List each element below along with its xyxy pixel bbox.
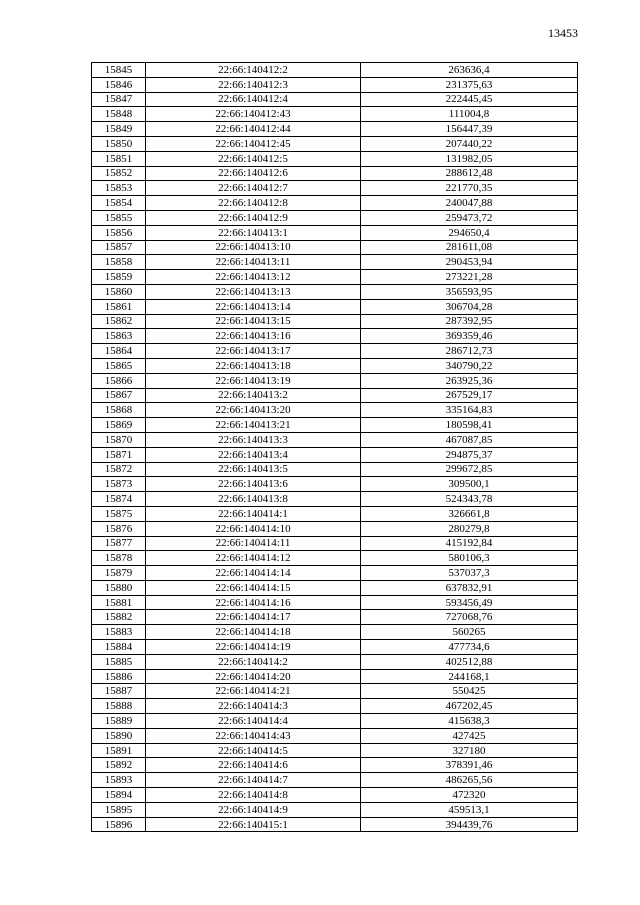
row-number-cell: 15861 [92,299,146,314]
cadastral-number-cell: 22:66:140413:5 [146,462,361,477]
cadastral-number-cell: 22:66:140412:4 [146,92,361,107]
cadastral-value-cell: 477734,6 [361,640,578,655]
row-number-cell: 15876 [92,521,146,536]
row-number-cell: 15883 [92,625,146,640]
cadastral-value-cell: 156447,39 [361,122,578,137]
table-row [92,388,578,403]
cadastral-number-cell: 22:66:140414:43 [146,728,361,743]
row-number-cell: 15846 [92,77,146,92]
cadastral-value-cell: 467202,45 [361,699,578,714]
table-row [92,521,578,536]
table-row [92,580,578,595]
cadastral-value-cell: 326661,8 [361,506,578,521]
table-row [92,640,578,655]
cadastral-value-cell: 294650,4 [361,225,578,240]
cadastral-value-table-container [91,62,577,832]
row-number-cell: 15880 [92,580,146,595]
row-number-cell: 15867 [92,388,146,403]
cadastral-number-cell: 22:66:140413:19 [146,373,361,388]
cadastral-number-cell: 22:66:140414:8 [146,788,361,803]
table-row [92,299,578,314]
cadastral-value-cell: 180598,41 [361,418,578,433]
row-number-cell: 15878 [92,551,146,566]
row-number-cell: 15859 [92,270,146,285]
table-row [92,728,578,743]
cadastral-number-cell: 22:66:140414:15 [146,580,361,595]
table-row [92,270,578,285]
table-row [92,714,578,729]
row-number-cell: 15866 [92,373,146,388]
cadastral-value-cell: 327180 [361,743,578,758]
cadastral-value-cell: 286712,73 [361,344,578,359]
cadastral-number-cell: 22:66:140414:2 [146,654,361,669]
row-number-cell: 15877 [92,536,146,551]
table-row [92,743,578,758]
cadastral-number-cell: 22:66:140413:8 [146,492,361,507]
row-number-cell: 15868 [92,403,146,418]
row-number-cell: 15857 [92,240,146,255]
row-number-cell: 15850 [92,136,146,151]
cadastral-number-cell: 22:66:140414:21 [146,684,361,699]
cadastral-number-cell: 22:66:140414:9 [146,802,361,817]
table-row [92,210,578,225]
cadastral-number-cell: 22:66:140414:18 [146,625,361,640]
cadastral-number-cell: 22:66:140413:4 [146,447,361,462]
cadastral-value-cell: 467087,85 [361,432,578,447]
table-row [92,314,578,329]
table-row [92,373,578,388]
table-row [92,773,578,788]
cadastral-value-cell: 267529,17 [361,388,578,403]
cadastral-value-cell: 231375,63 [361,77,578,92]
cadastral-number-cell: 22:66:140413:14 [146,299,361,314]
cadastral-number-cell: 22:66:140413:1 [146,225,361,240]
table-row [92,122,578,137]
table-row [92,358,578,373]
table-row [92,566,578,581]
table-row [92,284,578,299]
cadastral-value-cell: 273221,28 [361,270,578,285]
cadastral-value-cell: 427425 [361,728,578,743]
row-number-cell: 15884 [92,640,146,655]
row-number-cell: 15891 [92,743,146,758]
row-number-cell: 15865 [92,358,146,373]
row-number-cell: 15864 [92,344,146,359]
cadastral-number-cell: 22:66:140412:9 [146,210,361,225]
cadastral-number-cell: 22:66:140413:18 [146,358,361,373]
table-row [92,92,578,107]
cadastral-number-cell: 22:66:140412:6 [146,166,361,181]
row-number-cell: 15893 [92,773,146,788]
table-row [92,403,578,418]
table-row [92,802,578,817]
row-number-cell: 15894 [92,788,146,803]
cadastral-value-cell: 309500,1 [361,477,578,492]
row-number-cell: 15862 [92,314,146,329]
cadastral-number-cell: 22:66:140414:6 [146,758,361,773]
table-row [92,625,578,640]
row-number-cell: 15860 [92,284,146,299]
row-number-cell: 15854 [92,196,146,211]
cadastral-number-cell: 22:66:140412:45 [146,136,361,151]
table-row [92,225,578,240]
cadastral-number-cell: 22:66:140413:20 [146,403,361,418]
row-number-cell: 15875 [92,506,146,521]
table-row [92,196,578,211]
row-number-cell: 15886 [92,669,146,684]
cadastral-number-cell: 22:66:140413:3 [146,432,361,447]
cadastral-value-cell: 524343,78 [361,492,578,507]
cadastral-number-cell: 22:66:140413:10 [146,240,361,255]
cadastral-value-cell: 263925,36 [361,373,578,388]
cadastral-value-cell: 240047,88 [361,196,578,211]
table-row [92,329,578,344]
row-number-cell: 15855 [92,210,146,225]
cadastral-value-cell: 111004,8 [361,107,578,122]
cadastral-number-cell: 22:66:140412:5 [146,151,361,166]
cadastral-value-cell: 335164,83 [361,403,578,418]
cadastral-number-cell: 22:66:140413:21 [146,418,361,433]
row-number-cell: 15887 [92,684,146,699]
row-number-cell: 15858 [92,255,146,270]
table-row [92,788,578,803]
cadastral-value-cell: 263636,4 [361,63,578,78]
cadastral-number-cell: 22:66:140412:7 [146,181,361,196]
cadastral-number-cell: 22:66:140414:20 [146,669,361,684]
row-number-cell: 15896 [92,817,146,832]
row-number-cell: 15871 [92,447,146,462]
row-number-cell: 15849 [92,122,146,137]
page-number: 13453 [548,26,578,40]
cadastral-number-cell: 22:66:140413:13 [146,284,361,299]
table-row [92,817,578,832]
row-number-cell: 15895 [92,802,146,817]
cadastral-number-cell: 22:66:140412:8 [146,196,361,211]
row-number-cell: 15851 [92,151,146,166]
cadastral-value-cell: 637832,91 [361,580,578,595]
cadastral-number-cell: 22:66:140415:1 [146,817,361,832]
table-row [92,551,578,566]
cadastral-number-cell: 22:66:140414:12 [146,551,361,566]
table-row [92,77,578,92]
table-row [92,63,578,78]
cadastral-number-cell: 22:66:140414:10 [146,521,361,536]
cadastral-value-cell: 415192,84 [361,536,578,551]
table-row [92,536,578,551]
cadastral-number-cell: 22:66:140413:11 [146,255,361,270]
cadastral-value-cell: 259473,72 [361,210,578,225]
table-row [92,699,578,714]
cadastral-value-cell: 222445,45 [361,92,578,107]
row-number-cell: 15873 [92,477,146,492]
cadastral-number-cell: 22:66:140414:4 [146,714,361,729]
row-number-cell: 15890 [92,728,146,743]
cadastral-value-cell: 356593,95 [361,284,578,299]
cadastral-number-cell: 22:66:140413:17 [146,344,361,359]
cadastral-value-cell: 537037,3 [361,566,578,581]
cadastral-number-cell: 22:66:140412:44 [146,122,361,137]
cadastral-value-cell: 244168,1 [361,669,578,684]
table-row [92,684,578,699]
row-number-cell: 15848 [92,107,146,122]
table-body [92,63,578,832]
cadastral-value-cell: 727068,76 [361,610,578,625]
table-row [92,255,578,270]
table-row [92,595,578,610]
cadastral-value-cell: 378391,46 [361,758,578,773]
table-row [92,240,578,255]
cadastral-number-cell: 22:66:140413:2 [146,388,361,403]
cadastral-value-cell: 306704,28 [361,299,578,314]
table-row [92,506,578,521]
row-number-cell: 15872 [92,462,146,477]
cadastral-number-cell: 22:66:140413:12 [146,270,361,285]
row-number-cell: 15879 [92,566,146,581]
cadastral-value-cell: 280279,8 [361,521,578,536]
cadastral-value-cell: 459513,1 [361,802,578,817]
cadastral-value-cell: 580106,3 [361,551,578,566]
cadastral-number-cell: 22:66:140414:17 [146,610,361,625]
cadastral-value-cell: 415638,3 [361,714,578,729]
cadastral-value-cell: 131982,05 [361,151,578,166]
cadastral-number-cell: 22:66:140413:15 [146,314,361,329]
row-number-cell: 15870 [92,432,146,447]
cadastral-value-cell: 593456,49 [361,595,578,610]
table-row [92,181,578,196]
row-number-cell: 15874 [92,492,146,507]
cadastral-value-cell: 340790,22 [361,358,578,373]
cadastral-value-cell: 290453,94 [361,255,578,270]
cadastral-value-cell: 221770,35 [361,181,578,196]
cadastral-number-cell: 22:66:140414:3 [146,699,361,714]
row-number-cell: 15885 [92,654,146,669]
row-number-cell: 15882 [92,610,146,625]
row-number-cell: 15869 [92,418,146,433]
table-row [92,136,578,151]
cadastral-number-cell: 22:66:140413:6 [146,477,361,492]
cadastral-value-cell: 369359,46 [361,329,578,344]
cadastral-value-table [91,62,578,832]
cadastral-value-cell: 281611,08 [361,240,578,255]
row-number-cell: 15856 [92,225,146,240]
row-number-cell: 15892 [92,758,146,773]
cadastral-value-cell: 394439,76 [361,817,578,832]
table-row [92,758,578,773]
cadastral-value-cell: 560265 [361,625,578,640]
row-number-cell: 15852 [92,166,146,181]
row-number-cell: 15845 [92,63,146,78]
cadastral-value-cell: 288612,48 [361,166,578,181]
row-number-cell: 15881 [92,595,146,610]
cadastral-number-cell: 22:66:140414:1 [146,506,361,521]
table-row [92,447,578,462]
row-number-cell: 15889 [92,714,146,729]
cadastral-number-cell: 22:66:140414:14 [146,566,361,581]
table-row [92,344,578,359]
table-row [92,492,578,507]
cadastral-number-cell: 22:66:140414:19 [146,640,361,655]
cadastral-value-cell: 287392,95 [361,314,578,329]
cadastral-number-cell: 22:66:140414:11 [146,536,361,551]
cadastral-value-cell: 299672,85 [361,462,578,477]
cadastral-value-cell: 294875,37 [361,447,578,462]
table-row [92,669,578,684]
table-row [92,462,578,477]
cadastral-value-cell: 472320 [361,788,578,803]
cadastral-number-cell: 22:66:140412:2 [146,63,361,78]
cadastral-number-cell: 22:66:140413:16 [146,329,361,344]
cadastral-value-cell: 550425 [361,684,578,699]
row-number-cell: 15863 [92,329,146,344]
table-row [92,477,578,492]
row-number-cell: 15888 [92,699,146,714]
table-row [92,166,578,181]
table-row [92,654,578,669]
cadastral-number-cell: 22:66:140412:43 [146,107,361,122]
row-number-cell: 15847 [92,92,146,107]
table-row [92,418,578,433]
cadastral-value-cell: 402512,88 [361,654,578,669]
cadastral-number-cell: 22:66:140414:16 [146,595,361,610]
table-row [92,432,578,447]
cadastral-number-cell: 22:66:140414:5 [146,743,361,758]
table-row [92,151,578,166]
cadastral-value-cell: 207440,22 [361,136,578,151]
cadastral-number-cell: 22:66:140414:7 [146,773,361,788]
table-row [92,610,578,625]
cadastral-value-cell: 486265,56 [361,773,578,788]
cadastral-number-cell: 22:66:140412:3 [146,77,361,92]
row-number-cell: 15853 [92,181,146,196]
table-row [92,107,578,122]
